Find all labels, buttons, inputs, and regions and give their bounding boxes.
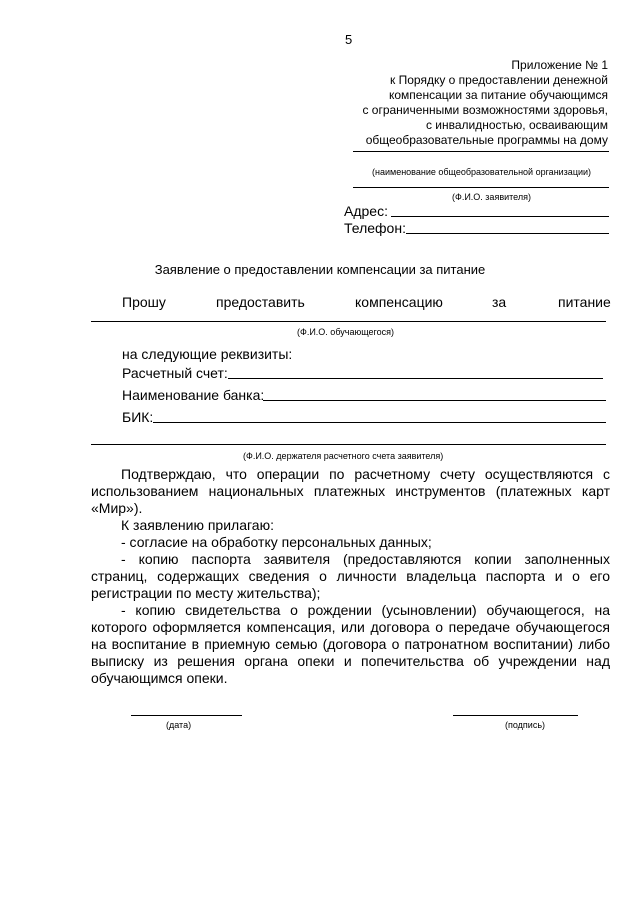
- student-name-field[interactable]: [91, 321, 606, 322]
- phone-field[interactable]: [406, 233, 609, 234]
- attachment-item: - согласие на обработку персональных данных;: [121, 534, 432, 550]
- appendix-line: компенсации за питание обучающимся: [388, 88, 608, 102]
- signature-caption: (подпись): [505, 720, 546, 730]
- request-word: за: [492, 294, 507, 310]
- body-text: [91, 466, 610, 687]
- request-word: компенсацию: [355, 294, 443, 310]
- signature-field[interactable]: [453, 715, 578, 716]
- student-name-caption: (Ф.И.О. обучающегося): [297, 327, 394, 337]
- request-word: Прошу: [122, 294, 166, 310]
- address-label: Адрес:: [344, 203, 388, 219]
- confirm-paragraph: Подтверждаю, что операции по расчетному счету осуществляются с использованием национальных платежных инструментов (платежных карт «Мир»).: [91, 466, 610, 516]
- appendix-line: с ограниченными возможностями здоровья,: [362, 103, 608, 117]
- attach-intro: К заявлению прилагаю:: [121, 517, 274, 533]
- date-caption: (дата): [166, 720, 192, 730]
- bank-field[interactable]: [263, 400, 606, 401]
- page-number: 5: [345, 32, 353, 47]
- applicant-name-line: [353, 187, 609, 188]
- appendix-line: Приложение № 1: [511, 58, 608, 72]
- org-name-line: [353, 151, 609, 152]
- bank-label: Наименование банка:: [122, 387, 265, 403]
- holder-name-caption: (Ф.И.О. держателя расчетного счета заявителя): [243, 451, 444, 461]
- document-title: Заявление о предоставлении компенсации за питание: [154, 262, 486, 277]
- attachment-item: - копию паспорта заявителя (предоставляются копии заполненных страниц, содержащих сведения о личности владельца паспорта и о его регистрации по месту жительства);: [91, 551, 610, 601]
- appendix-line: к Порядку о предоставлении денежной: [390, 73, 608, 87]
- account-label: Расчетный счет:: [122, 365, 228, 381]
- date-field[interactable]: [131, 715, 242, 716]
- account-field[interactable]: [228, 378, 603, 379]
- address-field[interactable]: [391, 216, 609, 217]
- requisites-intro: на следующие реквизиты:: [122, 346, 293, 362]
- request-word: питание: [558, 294, 611, 310]
- applicant-name-caption: (Ф.И.О. заявителя): [452, 192, 531, 202]
- attachment-item: - копию свидетельства о рождении (усыновлении) обучающегося, на которого оформляется компенсация, или договора о передаче обучающегося на воспитание в приемную семью (договора о патронатном воспитании) либо выписку из решения органа опеки и попечительства об учреждении над обучающимся опеки.: [91, 602, 610, 686]
- holder-name-field[interactable]: [91, 444, 606, 445]
- org-name-caption: (наименование общеобразовательной организации): [372, 167, 592, 177]
- appendix-line: с инвалидностью, осваивающим: [425, 118, 608, 132]
- bik-field[interactable]: [153, 422, 606, 423]
- appendix-line: общеобразовательные программы на дому: [365, 133, 608, 147]
- request-word: предоставить: [216, 294, 305, 310]
- appendix-block: [362, 58, 608, 148]
- phone-label: Телефон:: [344, 220, 406, 236]
- bik-label: БИК:: [122, 409, 154, 425]
